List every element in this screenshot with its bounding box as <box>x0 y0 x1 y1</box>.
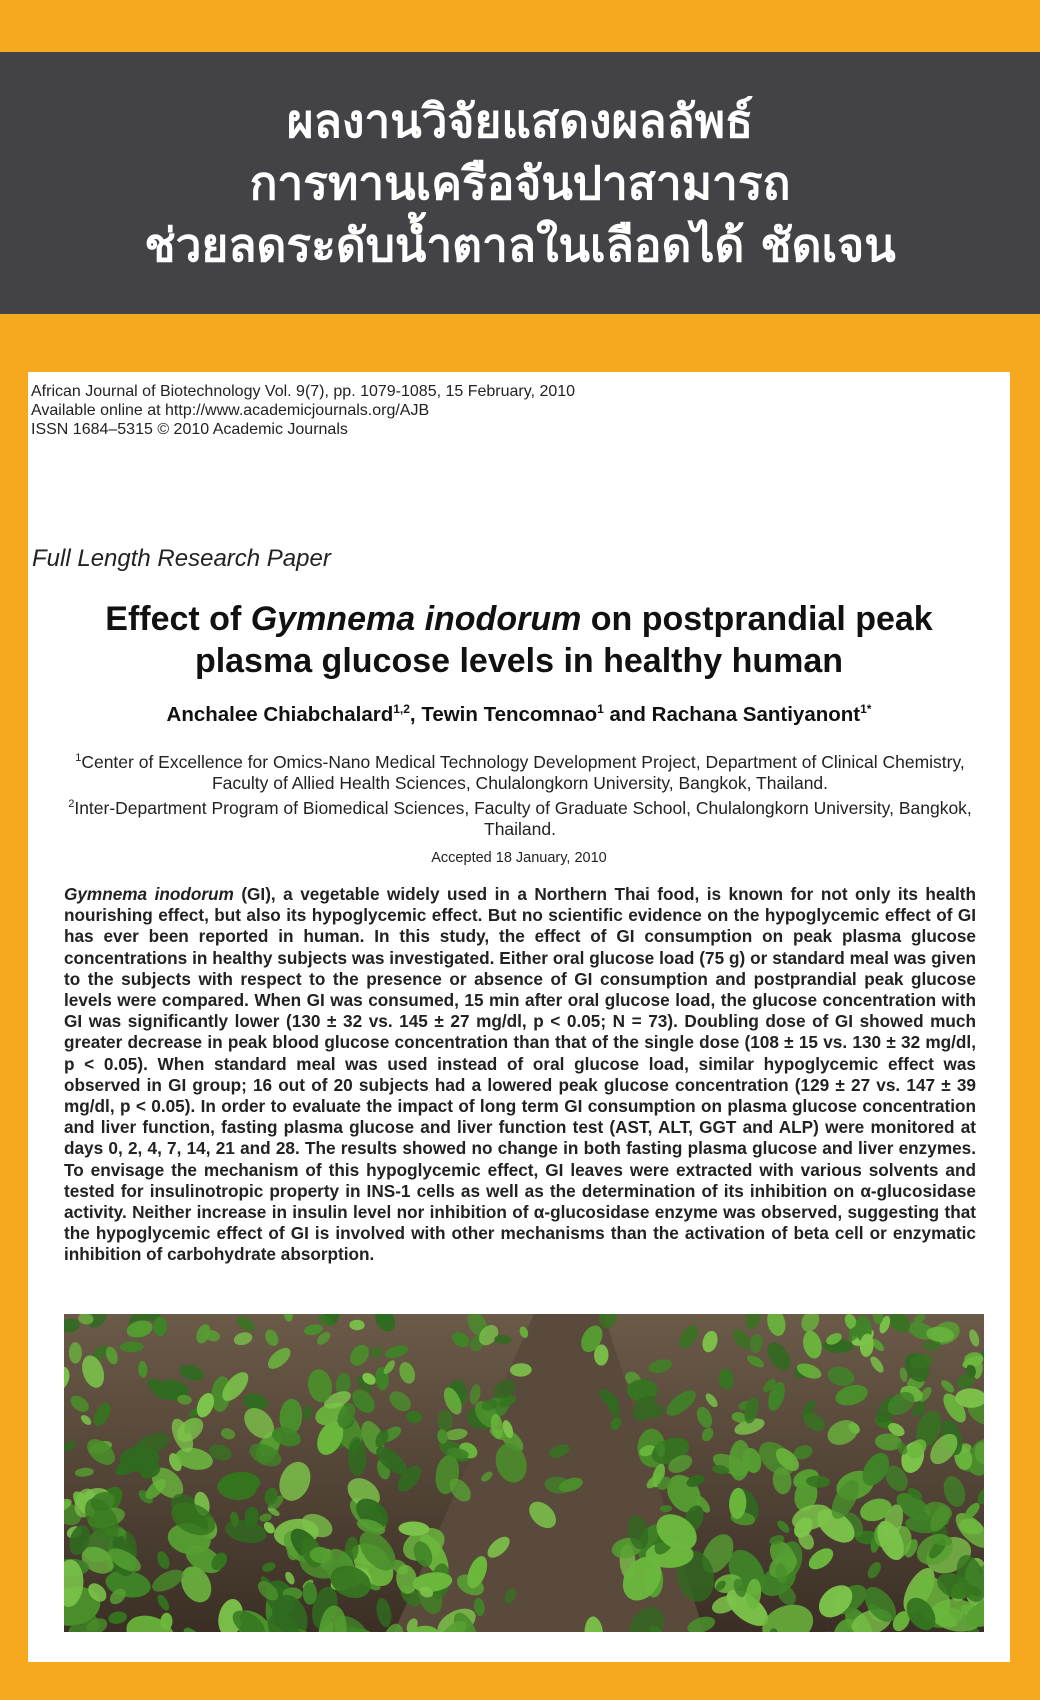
title-prefix: Effect of <box>105 600 251 638</box>
affiliation-1-line-2: Faculty of Allied Health Sciences, Chulalongkorn University, Bangkok, Thailand. <box>211 772 829 793</box>
title-line-2: plasma glucose levels in healthy human <box>194 642 844 680</box>
paper-title <box>28 598 1010 682</box>
field-illustration <box>64 1314 984 1632</box>
affiliation-sup: 2 <box>68 797 75 810</box>
paper-type: Full Length Research Paper <box>32 545 331 572</box>
author-affil-sup: 1* <box>860 702 872 716</box>
author-separator: and <box>603 702 652 726</box>
accepted-date: Accepted 18 January, 2010 <box>431 850 607 866</box>
title-suffix: on postprandial peak <box>581 600 933 638</box>
journal-url: Available online at http://www.academicjournals.org/AJB <box>31 402 430 419</box>
author-separator: , <box>409 702 422 726</box>
affiliation-sup: 1 <box>75 752 82 764</box>
journal-meta <box>31 382 575 439</box>
headline-banner <box>0 52 1040 314</box>
author-affil-sup: 1 <box>597 702 604 716</box>
leaf <box>154 1317 167 1337</box>
gymnema-field-photo <box>64 1314 984 1632</box>
affiliation-text: Center of Excellence for Omics-Nano Medical Technology Development Project, Department of Clinical Chemistry, <box>81 751 965 772</box>
abstract <box>64 884 976 1266</box>
abstract-body: (GI), a vegetable widely used in a Northern Thai food, is known for not only its health nourishing effect, but also its hypoglycemic effect. But no scientific evidence on the hypoglycemic effect of GI has ever been reported in human. In this study, the effect of GI consumption on peak plasma glucose concentrations in healthy subjects was investigated. Either oral glucose load (75 g) or standard meal was given to the subjects with respect to the presence or absence of GI consumption and postprandial peak glucose levels were compared. When GI was consumed, 15 min after oral glucose load, the glucose concentration with GI was significantly lower (130 ± 32 vs. 145 ± 27 mg/dl, p < 0.05; N = 73). Doubling dose of GI showed much greater decrease in peak blood glucose concentration than that of the single dose (108 ± 15 vs. 130 ± 32 mg/dl, p < 0.05). When standard meal was used instead of oral glucose load, similar hypoglycemic effect was observed in GI group; 16 out of 20 subjects had a lowered peak glucose concentration (129 ± 27 vs. 147 ± 39 mg/dl, p < 0.05). In order to evaluate the impact of long term GI consumption on plasma glucose concentration and liver function, fasting plasma glucose and liver function test (AST, ALT, GGT and ALP) were monitored at days 0, 2, 4, 7, 14, 21 and 28. The results showed no change in both fasting plasma glucose and liver enzymes. To envisage the mechanism of this hypoglycemic effect, GI leaves were extracted with various solvents and tested for insulinotropic property in INS-1 cells as well as the determination of its inhibition on α-glucosidase activity. Neither increase in insulin level nor inhibition of α-glucosidase enzyme was observed, suggesting that the hypoglycemic effect of GI is involved with other mechanisms than the activation of beta cell or enzymatic inhibition of carbohydrate absorption. <box>64 884 977 1265</box>
affiliation-2-line-2: Thailand. <box>484 818 556 839</box>
affiliation-1-line-1 <box>40 748 1000 773</box>
journal-issn: ISSN 1684–5315 © 2010 Academic Journals <box>31 421 348 438</box>
headline-line-1: ผลงานวิจัยแสดงผลลัพธ์ <box>286 94 754 148</box>
author-name: Tewin Tencomnao <box>421 702 598 726</box>
abstract-lead-species: Gymnema inodorum <box>64 884 234 904</box>
headline-line-3: ช่วยลดระดับน้ำตาลในเลือดได้ ชัดเจน <box>144 218 896 272</box>
affiliations <box>40 748 1000 840</box>
headline-line-2: การทานเครือจันปาสามารถ <box>249 156 791 210</box>
journal-citation: African Journal of Biotechnology Vol. 9(7), pp. 1079-1085, 15 February, 2010 <box>31 383 576 400</box>
affiliation-2-line-1 <box>40 794 1000 819</box>
author-name: Rachana Santiyanont <box>651 702 861 726</box>
paper-page <box>28 372 1010 1662</box>
author-affil-sup: 1,2 <box>393 702 410 716</box>
title-species: Gymnema inodorum <box>250 600 582 638</box>
author-list <box>28 702 1010 727</box>
author-name: Anchalee Chiabchalard <box>166 702 394 726</box>
affiliation-text: Inter-Department Program of Biomedical Sciences, Faculty of Graduate School, Chulalongkorn University, Bangkok, <box>74 797 972 818</box>
